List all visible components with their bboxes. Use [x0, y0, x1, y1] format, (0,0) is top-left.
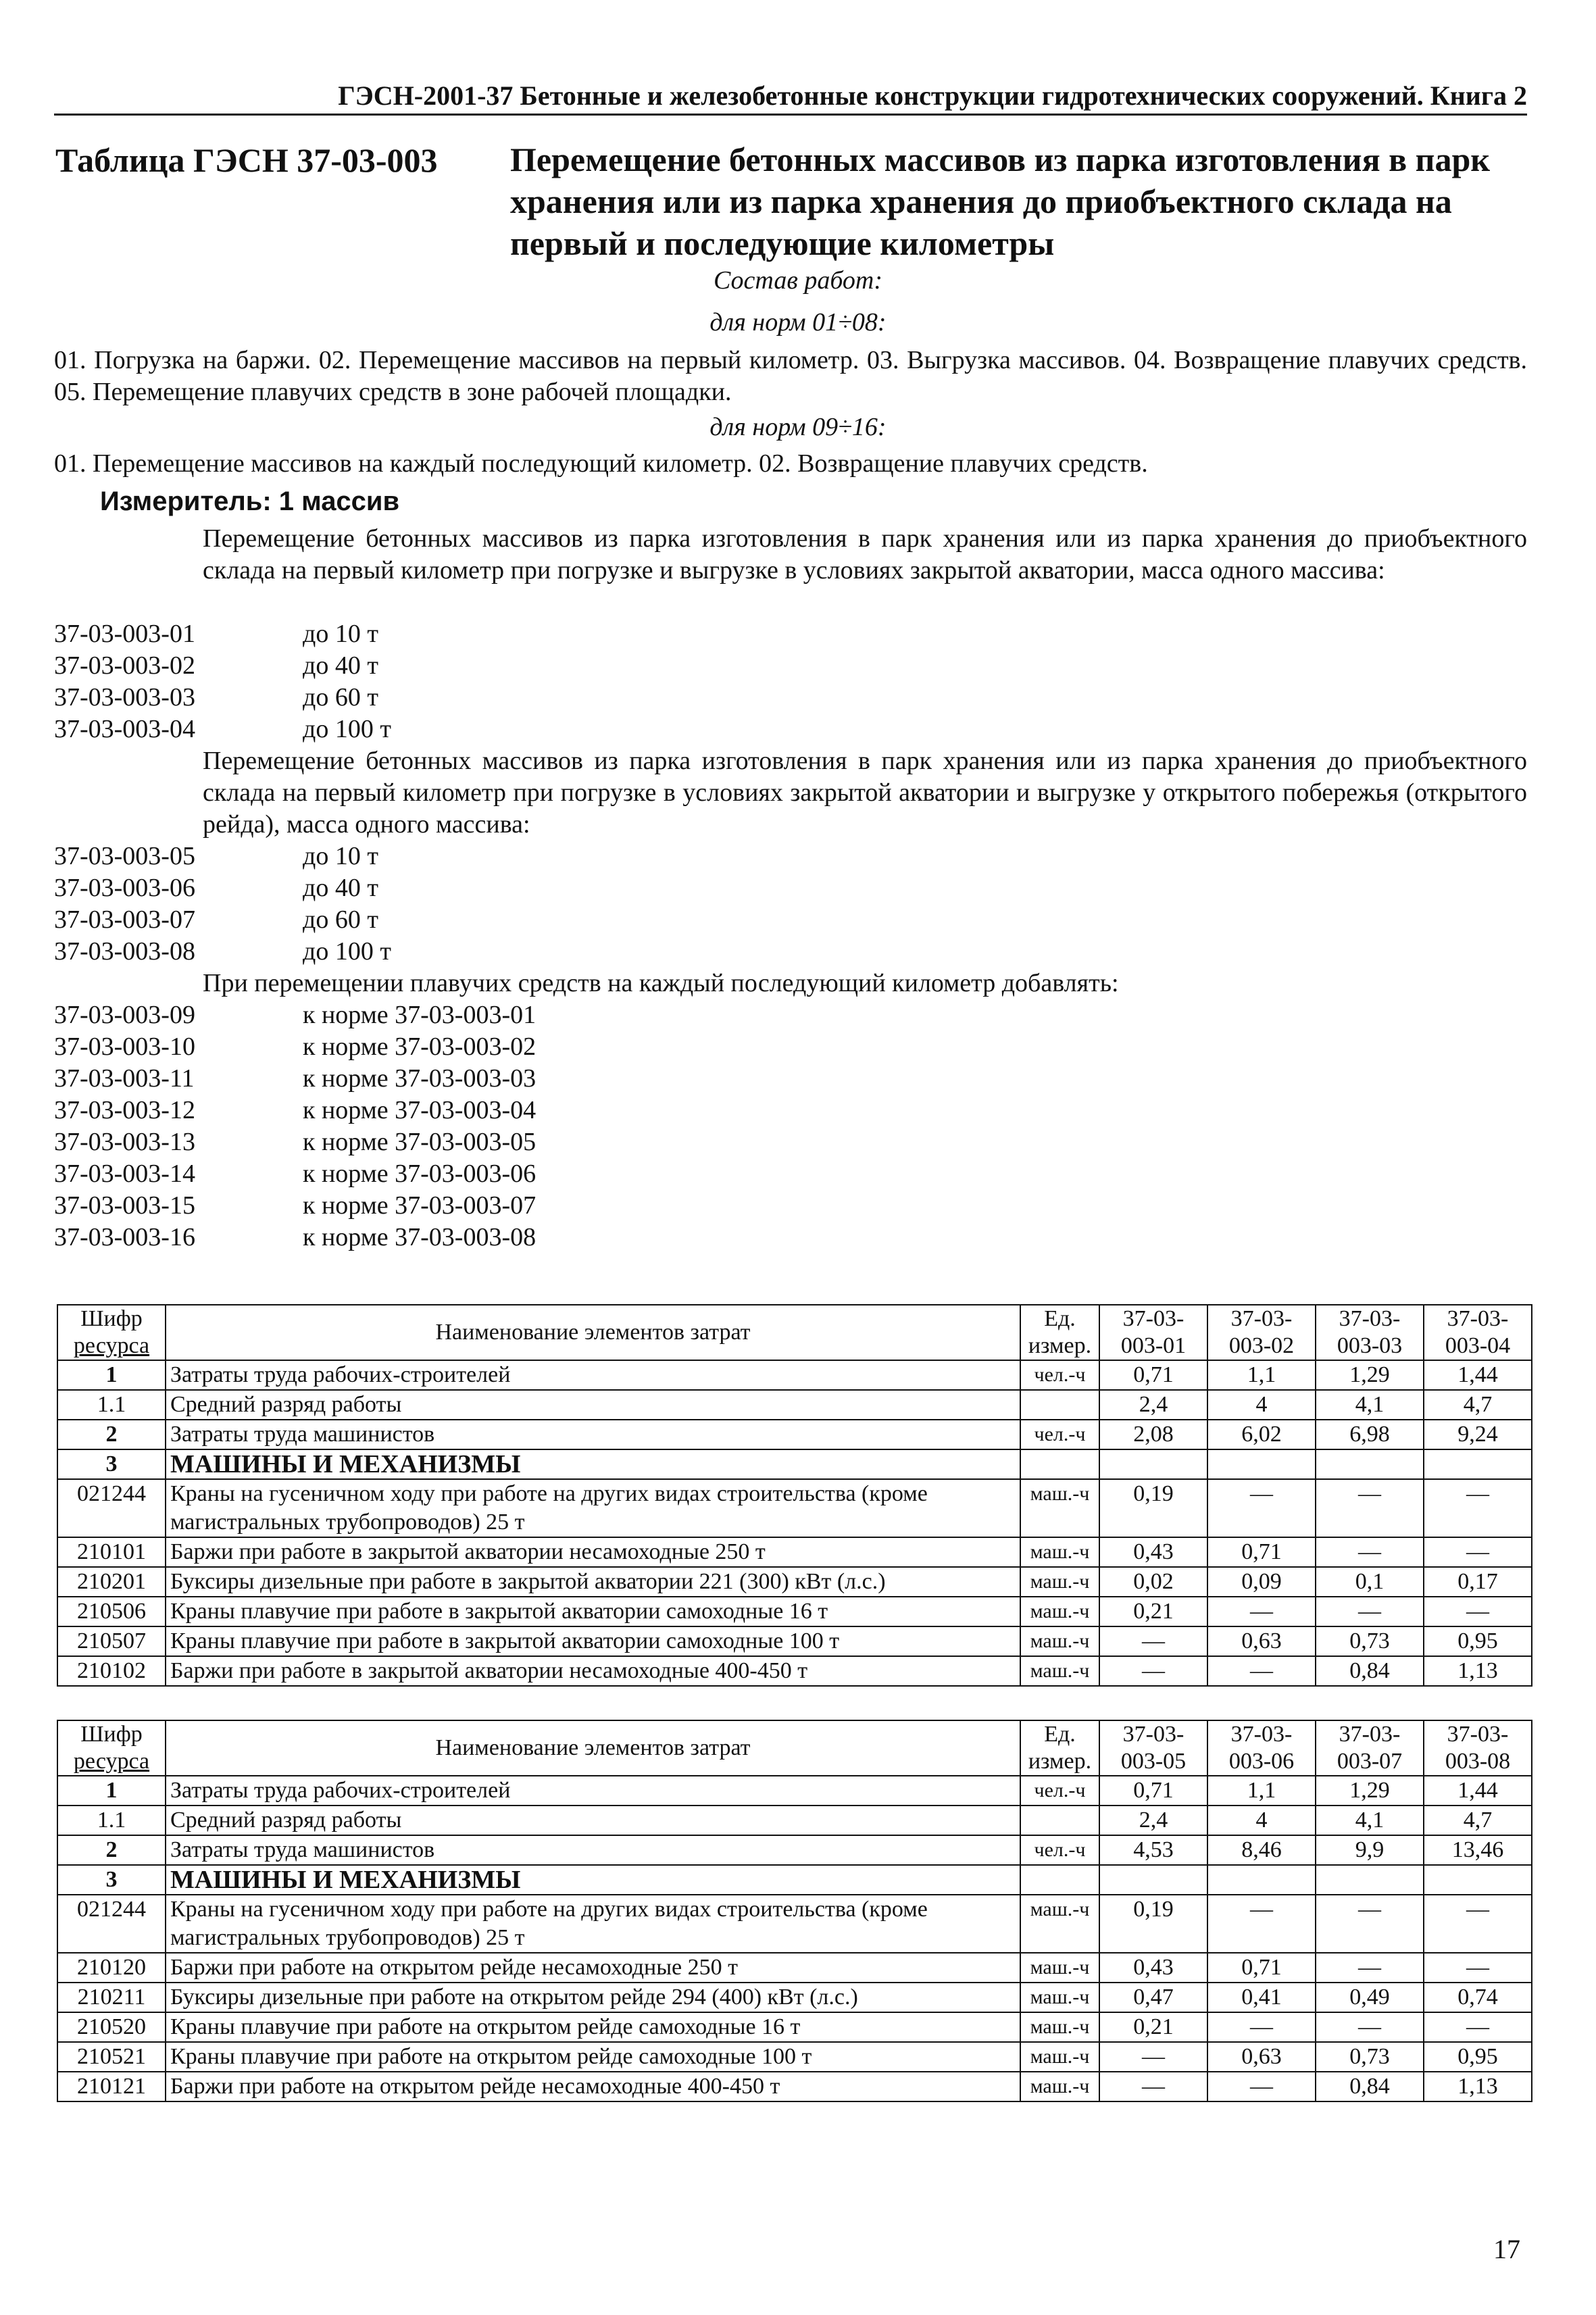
row-resource-code: 1.1: [57, 1390, 166, 1420]
row-norm-value: 2,08: [1099, 1420, 1207, 1449]
norm-code: 37-03-003-14: [54, 1160, 195, 1188]
row-unit: чел.-ч: [1020, 1835, 1099, 1865]
row-cost-name: МАШИНЫ И МЕХАНИЗМЫ: [166, 1449, 1020, 1479]
norm-code: 37-03-003-10: [54, 1032, 195, 1061]
row-norm-value: 0,17: [1424, 1567, 1532, 1597]
norm-code: 37-03-003-13: [54, 1128, 195, 1156]
row-norm-value: —: [1424, 1953, 1532, 1983]
norm-code: 37-03-003-16: [54, 1223, 195, 1251]
row-norm-value: 0,73: [1316, 2042, 1424, 2072]
row-cost-name: Баржи при работе на открытом рейде несамоходные 250 т: [166, 1953, 1020, 1983]
header-unit-line2: измер.: [1028, 1749, 1092, 1774]
row-cost-name: Краны плавучие при работе в закрытой акватории самоходные 16 т: [166, 1597, 1020, 1626]
header-norm-code: [1099, 1720, 1207, 1776]
row-resource-code: 3: [57, 1449, 166, 1479]
row-cost-name: Баржи при работе на открытом рейде несамоходные 400-450 т: [166, 2072, 1020, 2101]
header-norm-top: 37-03-: [1122, 1722, 1184, 1747]
row-unit: чел.-ч: [1020, 1776, 1099, 1806]
header-unit: [1020, 1305, 1099, 1360]
row-norm-value: —: [1424, 1479, 1532, 1537]
norm-code: 37-03-003-15: [54, 1191, 195, 1220]
header-norm-bottom: 003-06: [1228, 1749, 1295, 1774]
row-cost-name: Средний разряд работы: [166, 1806, 1020, 1835]
norm-code: 37-03-003-12: [54, 1096, 195, 1124]
row-cost-name: Краны на гусеничном ходу при работе на других видах строительства (кроме магистральных трубопроводов) 25 т: [166, 1479, 1020, 1537]
row-norm-value: —: [1316, 1479, 1424, 1537]
table-row: [57, 1449, 1532, 1479]
row-norm-value: 0,49: [1316, 1983, 1424, 2012]
row-unit: [1020, 1865, 1099, 1895]
norm-row: [54, 682, 391, 714]
header-norm-bottom: 003-08: [1445, 1749, 1511, 1774]
row-unit: маш.-ч: [1020, 2012, 1099, 2042]
norm-code: 37-03-003-08: [54, 937, 195, 966]
resource-table-1: [57, 1304, 1532, 1687]
norm-code: 37-03-003-01: [54, 620, 195, 648]
row-resource-code: 210201: [57, 1567, 166, 1597]
row-unit: чел.-ч: [1020, 1360, 1099, 1390]
table-header-row: [57, 1720, 1532, 1776]
row-resource-code: 1.1: [57, 1806, 166, 1835]
norm-description: к норме 37-03-003-04: [303, 1096, 537, 1124]
header-norm-bottom: 003-01: [1120, 1333, 1187, 1358]
header-norm-top: 37-03-: [1230, 1306, 1293, 1331]
row-norm-value: 9,9: [1316, 1835, 1424, 1865]
norm-code: 37-03-003-05: [54, 842, 195, 870]
norm-row: [54, 1063, 536, 1095]
row-norm-value: —: [1207, 1597, 1316, 1626]
norm-row: [54, 714, 391, 745]
row-norm-value: 8,46: [1207, 1835, 1316, 1865]
table-row: [57, 1865, 1532, 1895]
row-norm-value: 4,7: [1424, 1806, 1532, 1835]
row-cost-name: Затраты труда рабочих-строителей: [166, 1776, 1020, 1806]
row-cost-name: Баржи при работе в закрытой акватории несамоходные 250 т: [166, 1537, 1020, 1567]
row-unit: маш.-ч: [1020, 1895, 1099, 1953]
header-rule: [54, 114, 1527, 116]
row-norm-value: 0,84: [1316, 2072, 1424, 2101]
norms-01-08-heading: для норм 01÷08:: [709, 308, 887, 337]
norm-code: 37-03-003-11: [54, 1064, 195, 1093]
row-norm-value: 0,1: [1316, 1567, 1424, 1597]
row-norm-value: 1,44: [1424, 1360, 1532, 1390]
table-row: [57, 1895, 1532, 1953]
row-cost-name: Краны плавучие при работе в закрытой акватории самоходные 100 т: [166, 1626, 1020, 1656]
row-unit: маш.-ч: [1020, 1567, 1099, 1597]
resource-table-2: [57, 1720, 1532, 2102]
row-norm-value: 4: [1207, 1806, 1316, 1835]
row-norm-value: —: [1316, 1597, 1424, 1626]
row-norm-value: 0,47: [1099, 1983, 1207, 2012]
header-code-line2: ресурса: [73, 1749, 150, 1774]
table-row: [57, 1983, 1532, 2012]
header-code-line2: ресурса: [73, 1333, 150, 1358]
row-resource-code: 2: [57, 1835, 166, 1865]
row-norm-value: 0,02: [1099, 1567, 1207, 1597]
row-norm-value: 1,1: [1207, 1776, 1316, 1806]
row-norm-value: 0,43: [1099, 1537, 1207, 1567]
row-norm-value: 0,63: [1207, 1626, 1316, 1656]
row-norm-value: 4,1: [1316, 1806, 1424, 1835]
header-unit-line1: Ед.: [1044, 1306, 1076, 1331]
row-norm-value: 0,74: [1424, 1983, 1532, 2012]
header-norm-bottom: 003-07: [1337, 1749, 1403, 1774]
row-norm-value: 1,1: [1207, 1360, 1316, 1390]
title-line: хранения или из парка хранения до приобъектного склада на: [510, 182, 1452, 220]
norm-code: 37-03-003-07: [54, 905, 195, 934]
norm-description: к норме 37-03-003-06: [303, 1160, 537, 1188]
row-resource-code: 210121: [57, 2072, 166, 2101]
row-norm-value: 0,95: [1424, 2042, 1532, 2072]
header-norm-bottom: 003-05: [1120, 1749, 1187, 1774]
header-norm-code: [1424, 1305, 1532, 1360]
group2-norm-list: [54, 841, 391, 968]
row-resource-code: 210507: [57, 1626, 166, 1656]
row-norm-value: [1099, 1865, 1207, 1895]
norm-description: до 60 т: [303, 683, 378, 712]
row-cost-name: Буксиры дизельные при работе в закрытой акватории 221 (300) кВт (л.с.): [166, 1567, 1020, 1597]
table-row: [57, 1567, 1532, 1597]
header-unit-line1: Ед.: [1044, 1722, 1076, 1747]
measure-unit: Измеритель: 1 массив: [100, 487, 400, 516]
norm-row: [54, 650, 391, 682]
header-norm-code: [1424, 1720, 1532, 1776]
header-norm-top: 37-03-: [1339, 1722, 1401, 1747]
norm-description: к норме 37-03-003-07: [303, 1191, 537, 1220]
row-cost-name: Краны на гусеничном ходу при работе на других видах строительства (кроме магистральных трубопроводов) 25 т: [166, 1895, 1020, 1953]
norm-row: [54, 618, 391, 650]
row-norm-value: 0,84: [1316, 1656, 1424, 1686]
norm-row: [54, 936, 391, 968]
table-row: [57, 1537, 1532, 1567]
table-row: [57, 1479, 1532, 1537]
row-norm-value: —: [1424, 1537, 1532, 1567]
row-cost-name: МАШИНЫ И МЕХАНИЗМЫ: [166, 1865, 1020, 1895]
row-unit: маш.-ч: [1020, 1656, 1099, 1686]
page-number: 17: [1493, 2234, 1520, 2264]
norm-description: до 40 т: [303, 651, 378, 680]
row-cost-name: Буксиры дизельные при работе на открытом рейде 294 (400) кВт (л.с.): [166, 1983, 1020, 2012]
row-resource-code: 2: [57, 1420, 166, 1449]
header-unit: [1020, 1720, 1099, 1776]
row-resource-code: 210520: [57, 2012, 166, 2042]
table-title: [510, 139, 1524, 264]
row-unit: чел.-ч: [1020, 1420, 1099, 1449]
row-unit: маш.-ч: [1020, 1537, 1099, 1567]
norm-code: 37-03-003-04: [54, 715, 195, 743]
table-header-row: [57, 1305, 1532, 1360]
table-row: [57, 2042, 1532, 2072]
row-norm-value: 4,1: [1316, 1390, 1424, 1420]
group1-description: Перемещение бетонных массивов из парка изготовления в парк хранения или из парка хранения до приобъектного склада на первый километр при погрузке и выгрузке в условиях закрытой акватории, масса одного массива:: [203, 524, 1527, 584]
norm-row: [54, 872, 391, 904]
row-norm-value: —: [1207, 1479, 1316, 1537]
table-row: [57, 1776, 1532, 1806]
table-row: [57, 1806, 1532, 1835]
header-norm-code: [1316, 1720, 1424, 1776]
group3-norm-list: [54, 999, 536, 1253]
row-unit: маш.-ч: [1020, 1953, 1099, 1983]
row-unit: маш.-ч: [1020, 1983, 1099, 2012]
header-norm-top: 37-03-: [1447, 1722, 1509, 1747]
row-resource-code: 021244: [57, 1895, 166, 1953]
norm-row: [54, 904, 391, 936]
norm-code: 37-03-003-03: [54, 683, 195, 712]
row-norm-value: 2,4: [1099, 1806, 1207, 1835]
norm-row: [54, 841, 391, 872]
row-cost-name: Затраты труда машинистов: [166, 1835, 1020, 1865]
row-norm-value: —: [1099, 2042, 1207, 2072]
norms-01-08-text: 01. Погрузка на баржи. 02. Перемещение массивов на первый километр. 03. Выгрузка массивов. 04. Возвращение плавучих средств. 05. Перемещение плавучих средств в зоне рабочей площадки.: [54, 346, 1527, 406]
table-row: [57, 1656, 1532, 1686]
row-norm-value: [1424, 1865, 1532, 1895]
norm-code: 37-03-003-02: [54, 651, 195, 680]
norm-description: до 100 т: [303, 937, 391, 966]
work-composition-heading: Состав работ:: [713, 266, 883, 295]
row-norm-value: —: [1424, 1597, 1532, 1626]
table-row: [57, 1953, 1532, 1983]
row-norm-value: —: [1099, 1656, 1207, 1686]
row-norm-value: —: [1207, 2072, 1316, 2101]
table-row: [57, 1626, 1532, 1656]
header-norm-top: 37-03-: [1230, 1722, 1293, 1747]
row-resource-code: 210506: [57, 1597, 166, 1626]
row-norm-value: 4,53: [1099, 1835, 1207, 1865]
header-code-line1: Шифр: [80, 1722, 143, 1747]
row-resource-code: 210521: [57, 2042, 166, 2072]
row-norm-value: 13,46: [1424, 1835, 1532, 1865]
norm-description: к норме 37-03-003-05: [303, 1128, 537, 1156]
group1-norm-list: [54, 618, 391, 745]
header-norm-code: [1099, 1305, 1207, 1360]
norm-description: до 60 т: [303, 905, 378, 934]
row-resource-code: 1: [57, 1776, 166, 1806]
norm-description: до 100 т: [303, 715, 391, 743]
row-norm-value: 0,41: [1207, 1983, 1316, 2012]
norm-row: [54, 1158, 536, 1190]
title-line: Перемещение бетонных массивов из парка изготовления в парк: [510, 141, 1491, 178]
row-norm-value: 0,71: [1207, 1953, 1316, 1983]
norm-row: [54, 1095, 536, 1126]
norm-description: к норме 37-03-003-02: [303, 1032, 537, 1061]
row-cost-name: Затраты труда машинистов: [166, 1420, 1020, 1449]
header-norm-code: [1207, 1720, 1316, 1776]
table-label: Таблица ГЭСН 37-03-003: [55, 141, 438, 179]
running-header: ГЭСН-2001-37 Бетонные и железобетонные конструкции гидротехнических сооружений. Книга 2: [338, 80, 1527, 111]
header-cost-name: Наименование элементов затрат: [166, 1720, 1020, 1776]
row-unit: маш.-ч: [1020, 1626, 1099, 1656]
row-cost-name: Баржи при работе в закрытой акватории несамоходные 400-450 т: [166, 1656, 1020, 1686]
row-norm-value: —: [1207, 1895, 1316, 1953]
norms-09-16-text: 01. Перемещение массивов на каждый последующий километр. 02. Возвращение плавучих средств.: [54, 449, 1148, 478]
row-unit: [1020, 1449, 1099, 1479]
row-cost-name: Затраты труда рабочих-строителей: [166, 1360, 1020, 1390]
header-resource-code: [57, 1720, 166, 1776]
header-norm-bottom: 003-02: [1228, 1333, 1295, 1358]
row-unit: маш.-ч: [1020, 2072, 1099, 2101]
row-resource-code: 210101: [57, 1537, 166, 1567]
header-norm-bottom: 003-04: [1445, 1333, 1511, 1358]
norm-description: до 10 т: [303, 620, 378, 648]
norm-code: 37-03-003-09: [54, 1001, 195, 1029]
row-norm-value: —: [1316, 1953, 1424, 1983]
row-norm-value: 0,21: [1099, 2012, 1207, 2042]
table-row: [57, 1835, 1532, 1865]
row-norm-value: 4: [1207, 1390, 1316, 1420]
row-norm-value: 0,09: [1207, 1567, 1316, 1597]
header-norm-bottom: 003-03: [1337, 1333, 1403, 1358]
row-norm-value: 1,29: [1316, 1360, 1424, 1390]
header-norm-top: 37-03-: [1122, 1306, 1184, 1331]
row-norm-value: [1207, 1449, 1316, 1479]
row-norm-value: 1,44: [1424, 1776, 1532, 1806]
row-norm-value: [1099, 1449, 1207, 1479]
header-resource-code: [57, 1305, 166, 1360]
row-norm-value: —: [1424, 1895, 1532, 1953]
header-cost-name: Наименование элементов затрат: [166, 1305, 1020, 1360]
table-row: [57, 2012, 1532, 2042]
row-norm-value: 1,13: [1424, 1656, 1532, 1686]
header-norm-code: [1207, 1305, 1316, 1360]
row-norm-value: [1316, 1865, 1424, 1895]
row-norm-value: —: [1099, 1626, 1207, 1656]
norm-description: к норме 37-03-003-01: [303, 1001, 537, 1029]
row-resource-code: 210211: [57, 1983, 166, 2012]
group2-description: Перемещение бетонных массивов из парка изготовления в парк хранения или из парка хранения до приобъектного склада на первый километр при погрузке в условиях закрытой акватории и выгрузке у открытого побережья (открытого рейда), масса одного массива:: [203, 747, 1527, 839]
norm-row: [54, 1222, 536, 1253]
row-norm-value: —: [1099, 2072, 1207, 2101]
header-norm-top: 37-03-: [1339, 1306, 1401, 1331]
norm-description: до 40 т: [303, 874, 378, 902]
row-norm-value: 0,71: [1207, 1537, 1316, 1567]
row-norm-value: [1424, 1449, 1532, 1479]
row-norm-value: —: [1207, 1656, 1316, 1686]
row-norm-value: —: [1316, 1537, 1424, 1567]
row-norm-value: 1,13: [1424, 2072, 1532, 2101]
row-cost-name: Средний разряд работы: [166, 1390, 1020, 1420]
row-norm-value: 4,7: [1424, 1390, 1532, 1420]
row-norm-value: [1207, 1865, 1316, 1895]
norm-code: 37-03-003-06: [54, 874, 195, 902]
row-norm-value: —: [1207, 2012, 1316, 2042]
row-norm-value: —: [1316, 1895, 1424, 1953]
row-norm-value: 0,95: [1424, 1626, 1532, 1656]
table-row: [57, 1360, 1532, 1390]
header-norm-top: 37-03-: [1447, 1306, 1509, 1331]
row-norm-value: 9,24: [1424, 1420, 1532, 1449]
row-resource-code: 210102: [57, 1656, 166, 1686]
table-row: [57, 1390, 1532, 1420]
row-norm-value: 1,29: [1316, 1776, 1424, 1806]
row-norm-value: 0,43: [1099, 1953, 1207, 1983]
row-norm-value: [1316, 1449, 1424, 1479]
table-row: [57, 1597, 1532, 1626]
norm-description: к норме 37-03-003-08: [303, 1223, 537, 1251]
row-unit: маш.-ч: [1020, 1597, 1099, 1626]
norms-09-16-heading: для норм 09÷16:: [709, 413, 887, 441]
norm-row: [54, 1031, 536, 1063]
row-norm-value: 0,73: [1316, 1626, 1424, 1656]
row-norm-value: 6,02: [1207, 1420, 1316, 1449]
row-norm-value: —: [1316, 2012, 1424, 2042]
norm-row: [54, 1190, 536, 1222]
row-norm-value: 0,71: [1099, 1776, 1207, 1806]
row-norm-value: 0,71: [1099, 1360, 1207, 1390]
row-resource-code: 1: [57, 1360, 166, 1390]
row-cost-name: Краны плавучие при работе на открытом рейде самоходные 100 т: [166, 2042, 1020, 2072]
header-code-line1: Шифр: [80, 1306, 143, 1331]
table-row: [57, 1420, 1532, 1449]
row-norm-value: 0,63: [1207, 2042, 1316, 2072]
row-unit: маш.-ч: [1020, 2042, 1099, 2072]
row-norm-value: 0,19: [1099, 1479, 1207, 1537]
row-norm-value: 0,19: [1099, 1895, 1207, 1953]
norm-row: [54, 999, 536, 1031]
row-resource-code: 3: [57, 1865, 166, 1895]
row-cost-name: Краны плавучие при работе на открытом рейде самоходные 16 т: [166, 2012, 1020, 2042]
row-unit: [1020, 1390, 1099, 1420]
row-norm-value: 6,98: [1316, 1420, 1424, 1449]
row-resource-code: 210120: [57, 1953, 166, 1983]
row-unit: [1020, 1806, 1099, 1835]
header-norm-code: [1316, 1305, 1424, 1360]
norm-description: до 10 т: [303, 842, 378, 870]
norm-row: [54, 1126, 536, 1158]
norm-description: к норме 37-03-003-03: [303, 1064, 537, 1093]
title-line: первый и последующие километры: [510, 224, 1055, 262]
row-norm-value: 2,4: [1099, 1390, 1207, 1420]
group3-description: При перемещении плавучих средств на каждый последующий километр добавлять:: [203, 969, 1119, 997]
header-unit-line2: измер.: [1028, 1333, 1092, 1358]
row-unit: маш.-ч: [1020, 1479, 1099, 1537]
table-row: [57, 2072, 1532, 2101]
row-norm-value: 0,21: [1099, 1597, 1207, 1626]
row-resource-code: 021244: [57, 1479, 166, 1537]
row-norm-value: —: [1424, 2012, 1532, 2042]
